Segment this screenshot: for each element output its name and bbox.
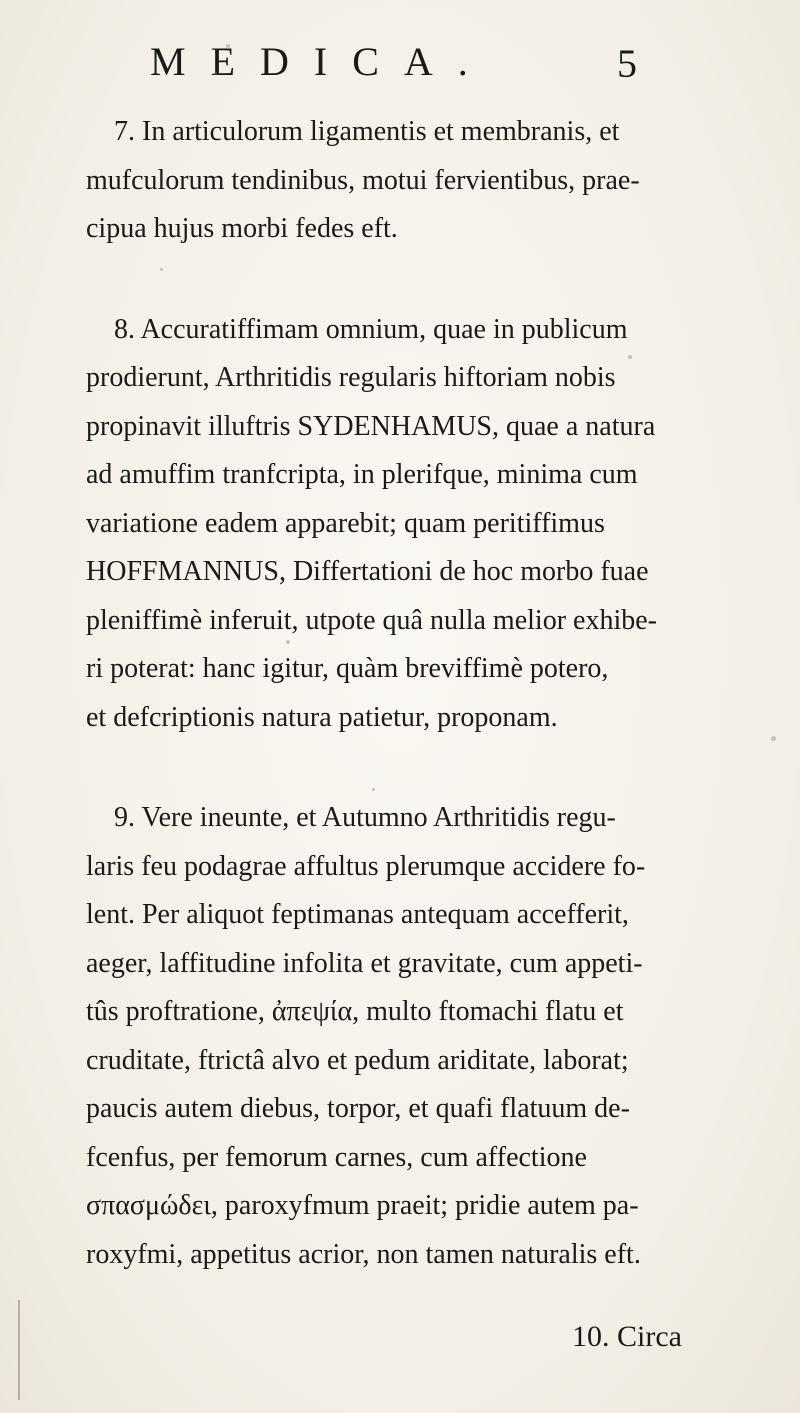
paper-speck	[628, 355, 632, 359]
page-header	[0, 38, 800, 108]
text-line: ad amuffim tranfcripta, in plerifque, minima cum	[86, 459, 638, 490]
text-line: aeger, laffitudine infolita et gravitate, cum appeti-	[86, 947, 643, 979]
paragraph-9	[86, 794, 766, 1279]
text-line: pleniffimè inferuit, utpote quâ nulla melior exhibe-	[86, 604, 657, 636]
text-line: propinavit illuftris SYDENHAMUS, quae a natura	[86, 410, 656, 442]
text-line: 7. In articulorum ligamentis et membranis, et	[114, 116, 620, 147]
text-line: roxyfmi, appetitus acrior, non tamen naturalis eft.	[86, 1238, 641, 1270]
text-line: lent. Per aliquot feptimanas antequam accefferit,	[86, 899, 629, 930]
text-line: variatione eadem apparebit; quam peritiffimus	[86, 507, 605, 539]
paper-speck	[214, 72, 217, 75]
catchword: 10. Circa	[572, 1320, 682, 1353]
text-line: tûs proftratione, ἀπεψία, multo ftomachi flatu et	[86, 996, 624, 1027]
text-line: laris feu podagrae affultus plerumque accidere fo-	[86, 850, 646, 882]
paragraph-7	[86, 108, 766, 254]
text-line: ri poterat: hanc igitur, quàm breviffimè potero,	[86, 653, 609, 684]
text-line: mufculorum tendinibus, motui fervientibus, prae-	[86, 164, 640, 196]
text-line: fcenfus, per femorum carnes, cum affectione	[86, 1141, 587, 1173]
text-line: prodierunt, Arthritidis regularis hiftoriam nobis	[86, 362, 616, 393]
paragraph-8	[86, 306, 766, 743]
text-line: σπασμώδει, paroxyfmum praeit; pridie autem pa-	[86, 1190, 639, 1221]
page-number: 5	[617, 41, 637, 86]
text-line: 9. Vere ineunte, et Autumno Arthritidis regu-	[114, 802, 616, 833]
paper-speck	[372, 788, 375, 791]
margin-shadow	[18, 1300, 20, 1400]
text-line: paucis autem diebus, torpor, et quafi flatuum de-	[86, 1093, 630, 1124]
text-line: HOFFMANNUS, Differtationi de hoc morbo fuae	[86, 556, 649, 587]
text-line: 8. Accuratiffimam omnium, quae in publicum	[114, 313, 628, 345]
paper-speck	[771, 736, 776, 741]
body-text	[86, 108, 766, 1279]
paper-speck	[226, 44, 230, 48]
paper-speck	[286, 640, 290, 644]
text-line: cipua hujus morbi fedes eft.	[86, 213, 398, 244]
text-line: et defcriptionis natura patietur, proponam.	[86, 701, 558, 733]
paper-speck	[160, 268, 163, 271]
running-title: MEDICA.	[150, 39, 493, 84]
text-line: cruditate, ftrictâ alvo et pedum ariditate, laborat;	[86, 1044, 629, 1076]
